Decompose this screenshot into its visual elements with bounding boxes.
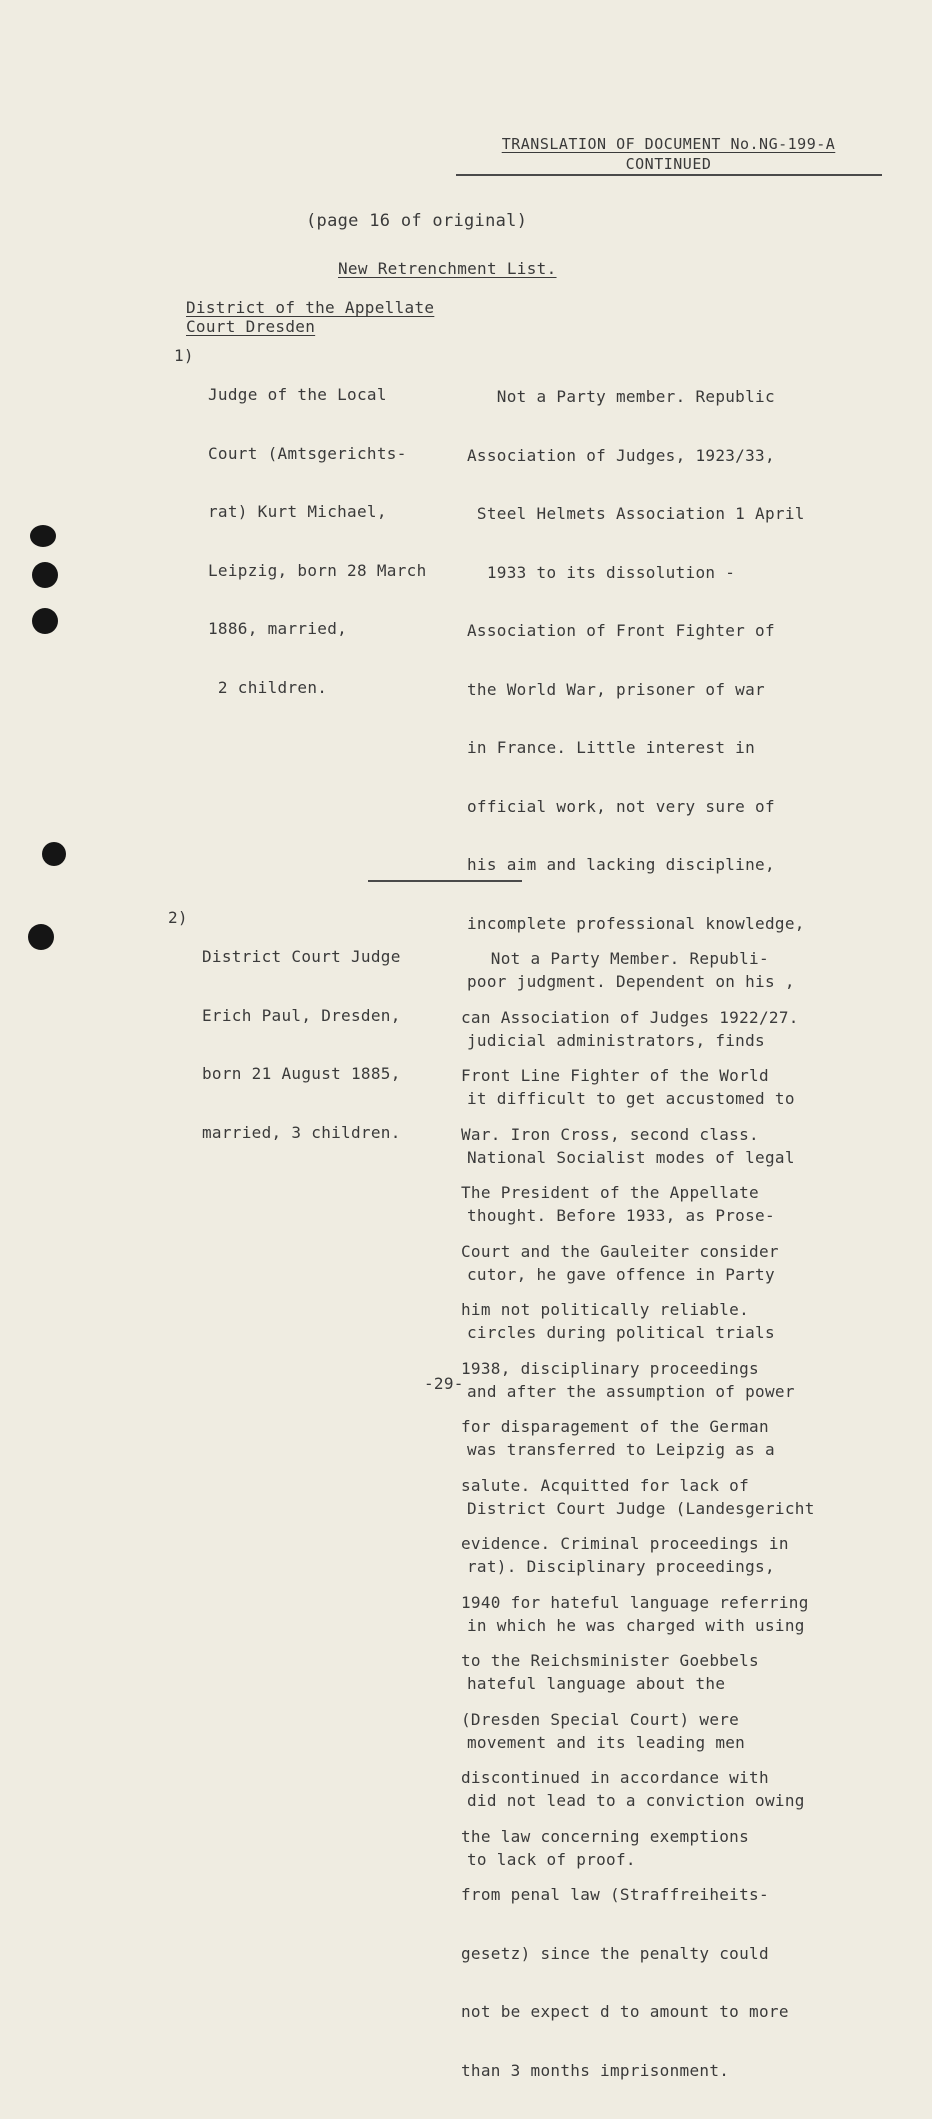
punch-hole [32, 562, 58, 588]
entry-1-text-line: rat). Disciplinary proceedings, [467, 1557, 775, 1576]
list-title: New Retrenchment List. [338, 259, 557, 278]
entry-separator [368, 880, 522, 882]
entry-2-text-line: salute. Acquitted for lack of [461, 1475, 750, 1495]
entry-2-person-line: Erich Paul, Dresden, [202, 1005, 401, 1025]
entry-1-person-line: Judge of the Local [208, 385, 387, 404]
entry-1-text-line: official work, not very sure of [467, 796, 775, 816]
entry-1-text-line: Not a Party member. Republic [467, 387, 775, 406]
entry-1-text-line: hateful language about the [467, 1674, 726, 1693]
entry-1-text-line: it difficult to get accustomed to [467, 1089, 795, 1108]
entry-1-text-line: incomplete professional knowledge, [467, 913, 805, 933]
entry-1-text-line: National Socialist modes of legal [467, 1147, 795, 1167]
entry-2-text-line: the law concerning exemptions [461, 1826, 750, 1846]
entry-1-text-line: Association of Front Fighter of [467, 621, 775, 640]
header-rule [456, 174, 882, 176]
entry-2-number: 2) [168, 908, 188, 927]
entry-1-person-line: 1886, married, [208, 619, 348, 638]
district-heading-line1: District of the Appellate [186, 298, 435, 317]
entry-2-text-line: 1940 for hateful language referring [461, 1592, 809, 1612]
entry-2-text-line: him not politically reliable. [461, 1300, 750, 1319]
entry-1-text-line: the World War, prisoner of war [467, 679, 765, 699]
entry-1-text-line: in which he was charged with using [467, 1615, 805, 1635]
entry-1-text-line: 1933 to its dissolution - [467, 562, 736, 582]
entry-1-text-line: circles during political trials [467, 1323, 775, 1342]
entry-1-person-line: 2 children. [208, 677, 328, 697]
entry-1-text-line: judicial administrators, finds [467, 1030, 765, 1050]
entry-2-text-line: gesetz) since the penalty could [461, 1943, 769, 1963]
entry-2-text-line: not be expect d to amount to more [461, 2002, 789, 2021]
entry-1-person [208, 346, 427, 736]
punch-hole [28, 924, 54, 950]
entry-2-text-line: 1938, disciplinary proceedings [461, 1358, 759, 1378]
entry-2-person-line: married, 3 children. [202, 1122, 401, 1142]
district-heading-line2: Court Dresden [186, 317, 316, 336]
entry-1-text-line: to lack of proof. [467, 1849, 636, 1869]
entry-2-text-line: can Association of Judges 1922/27. [461, 1007, 799, 1027]
entry-2-text-line: than 3 months imprisonment. [461, 2060, 730, 2080]
entry-2-text-line: The President of the Appellate [461, 1183, 759, 1202]
entry-1-text-line: and after the assumption of power [467, 1381, 795, 1401]
entry-2-person [202, 908, 401, 1181]
entry-1-text-line: did not lead to a conviction owing [467, 1791, 805, 1810]
entry-1-person-line: Court (Amtsgerichts- [208, 443, 407, 463]
translation-header-continued [456, 156, 881, 172]
entry-1-text-line: movement and its leading men [467, 1732, 746, 1752]
entry-2-text-line: (Dresden Special Court) were [461, 1709, 740, 1729]
entry-2-person-line: District Court Judge [202, 947, 401, 966]
entry-2-text-line: discontinued in accordance with [461, 1768, 769, 1787]
entry-1-text-line: his aim and lacking discipline, [467, 855, 775, 874]
entry-1-text-line: Association of Judges, 1923/33, [467, 445, 775, 465]
entry-1-text-line: thought. Before 1933, as Prose- [467, 1206, 775, 1225]
entry-2-text-line: to the Reichsminister Goebbels [461, 1651, 759, 1670]
translation-header [456, 136, 881, 152]
entry-2-text-line: from penal law (Straffreiheits- [461, 1885, 769, 1904]
entry-2-text-line: Court and the Gauleiter consider [461, 1241, 779, 1261]
entry-1-text-line: poor judgment. Dependent on his , [467, 972, 795, 991]
header-line1: TRANSLATION OF DOCUMENT No.NG-199-A [501, 135, 836, 153]
entry-1-text-line: District Court Judge (Landesgericht [467, 1498, 815, 1518]
entry-1-person-line: Leipzig, born 28 March [208, 560, 427, 580]
entry-2-person-line: born 21 August 1885, [202, 1064, 401, 1083]
entry-1-person-line: rat) Kurt Michael, [208, 502, 387, 521]
punch-hole [32, 608, 58, 634]
entry-2-text-line: War. Iron Cross, second class. [461, 1124, 759, 1144]
entry-2-text-line: for disparagement of the German [461, 1417, 769, 1436]
punch-hole [42, 842, 66, 866]
entry-2-text-line: evidence. Criminal proceedings in [461, 1534, 789, 1553]
page-number: -29- [424, 1374, 464, 1393]
entry-2-text-line: Front Line Fighter of the World [461, 1066, 769, 1085]
entry-2-text-line: Not a Party Member. Republi- [461, 949, 769, 968]
entry-1-text-line: was transferred to Leipzig as a [467, 1440, 775, 1459]
entry-2-assessment [461, 910, 809, 2119]
header-line2: CONTINUED [625, 155, 712, 173]
punch-hole [30, 525, 56, 547]
entry-1-number: 1) [174, 346, 194, 365]
entry-1-text-line: in France. Little interest in [467, 738, 756, 757]
entry-1-text-line: cutor, he gave offence in Party [467, 1264, 775, 1284]
page-reference: (page 16 of original) [306, 211, 528, 231]
entry-1-text-line: Steel Helmets Association 1 April [467, 504, 805, 523]
